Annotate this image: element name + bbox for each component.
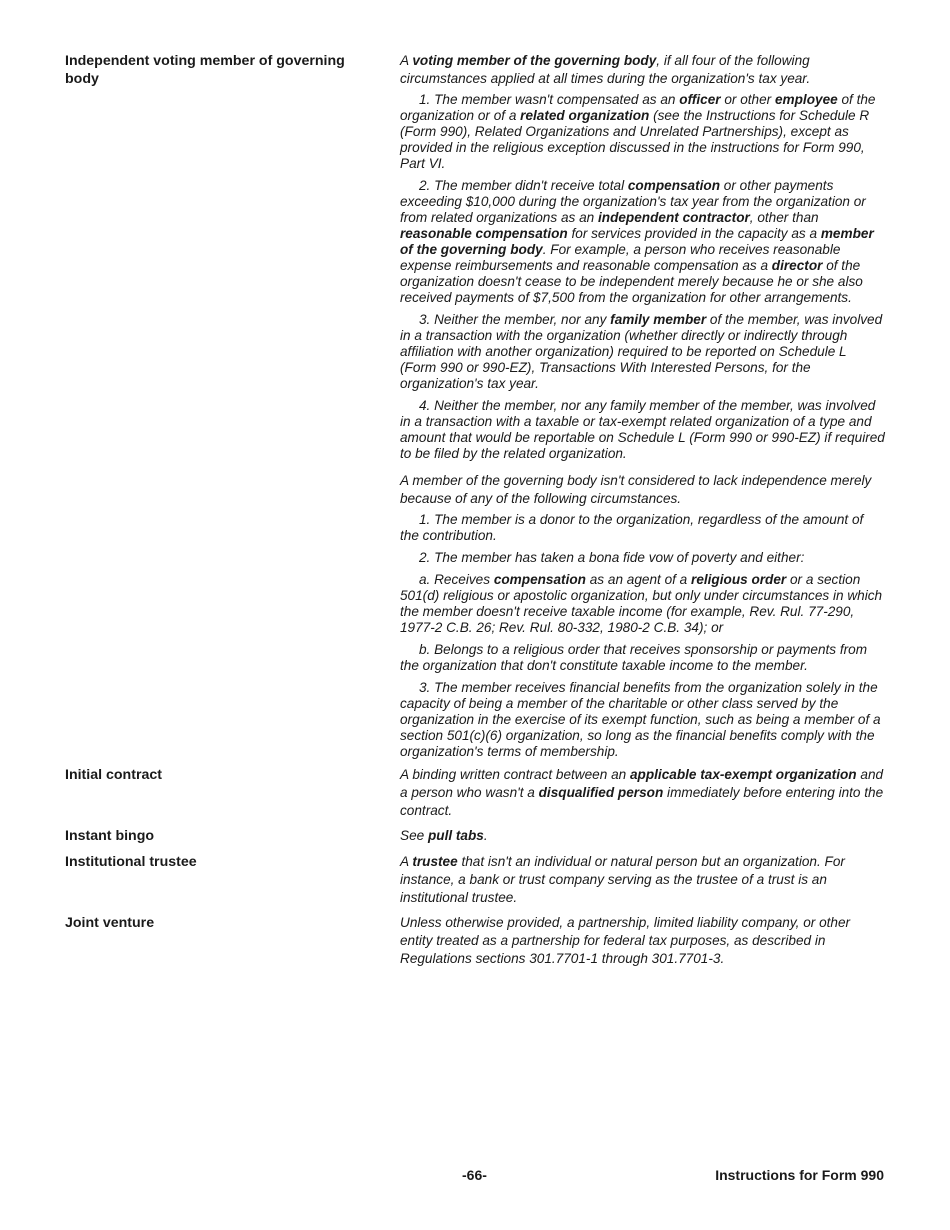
definition-instant-bingo (400, 827, 885, 849)
definition-initial-contract (400, 766, 885, 824)
paragraph-joint-venture: Unless otherwise provided, a partnership, limited liability company, or other entity treated as a partnership for federal tax purposes, as described in Regulations sections 301.7701-1 through 301.7701-3. (400, 915, 851, 966)
definition-institutional-trustee (400, 853, 885, 911)
form-name: Instructions for Form 990 (715, 1167, 884, 1183)
exception-1: 1. The member is a donor to the organization, regardless of the amount of the contribution. (400, 512, 864, 543)
circumstance-4: 4. Neither the member, nor any family member of the member, was involved in a transaction with a taxable or tax-exempt related organization of a type and amount that would be reportable on Schedule L (Form 990 or 990-EZ) if required to be filed by the related organization. (400, 398, 885, 461)
circumstance-2: 2. The member didn't receive total compensation or other payments exceeding $10,000 during the organization's tax year from the organization or from related organizations as an independent contractor, other than reasonable compensation for services provided in the capacity as a member of the governing body. For example, a person who receives reasonable expense reimbursements and reasonable compensation as a director of the organization doesn't cease to be independent merely because he or she also received payments of $7,500 from the organization for other arrangements. (400, 178, 874, 305)
term-instant-bingo: Instant bingo (65, 828, 155, 844)
exception-2: 2. The member has taken a bona fide vow of poverty and either: (419, 550, 805, 565)
term-independent-voting-member: Independent voting member of governing body (65, 53, 345, 87)
page-number: -66- (462, 1167, 487, 1183)
circumstance-1: 1. The member wasn't compensated as an officer or other employee of the organization or of a related organization (see the Instructions for Schedule R (Form 990), Related Organizations and Unrelated Partnerships), except as provided in the religious exception discussed in the instructions for Form 990, Part VI. (400, 92, 876, 171)
definition-independent-voting-member (400, 52, 885, 766)
paragraph-institutional-trustee: A trustee that isn't an individual or natural person but an organization. For instance, a bank or trust company serving as the trustee of a trust is an institutional trustee. (400, 854, 845, 905)
exception-3: 3. The member receives financial benefits from the organization solely in the capacity of being a member of the charitable or other class served by the organization in the exercise of its exempt function, such as being a member of a section 501(c)(6) organization, so long as the financial benefits comply with the organization's terms of membership. (400, 680, 881, 759)
circumstance-3: 3. Neither the member, nor any family member of the member, was involved in a transaction with the organization (whether directly or indirectly through affiliation with another organization) required to be reported on Schedule L (Form 990 or 990-EZ), Transactions With Interested Persons, for the organization's tax year. (400, 312, 883, 391)
exception-2a: a. Receives compensation as an agent of a religious order or a section 501(d) religious or apostolic organization, but only under circumstances in which the member doesn't receive taxable income (for example, Rev. Rul. 77-290, 1977-2 C.B. 26; Rev. Rul. 80-332, 1980-2 C.B. 34); or (400, 572, 883, 635)
term-initial-contract: Initial contract (65, 767, 162, 783)
paragraph-intro-independence: A member of the governing body isn't considered to lack independence merely because of any of the following circumstances. (400, 473, 872, 506)
paragraph-instant-bingo: See pull tabs. (400, 828, 488, 843)
exception-2b: b. Belongs to a religious order that receives sponsorship or payments from the organization that don't constitute taxable income to the member. (400, 642, 868, 673)
term-joint-venture: Joint venture (65, 915, 155, 931)
paragraph-initial-contract: A binding written contract between an applicable tax-exempt organization and a person who wasn't a disqualified person immediately before entering into the contract. (400, 767, 884, 818)
paragraph-intro-four-circumstances: A voting member of the governing body, if all four of the following circumstances applied at all times during the organization's tax year. (400, 53, 811, 86)
definition-joint-venture (400, 914, 885, 972)
term-institutional-trustee: Institutional trustee (65, 854, 197, 870)
